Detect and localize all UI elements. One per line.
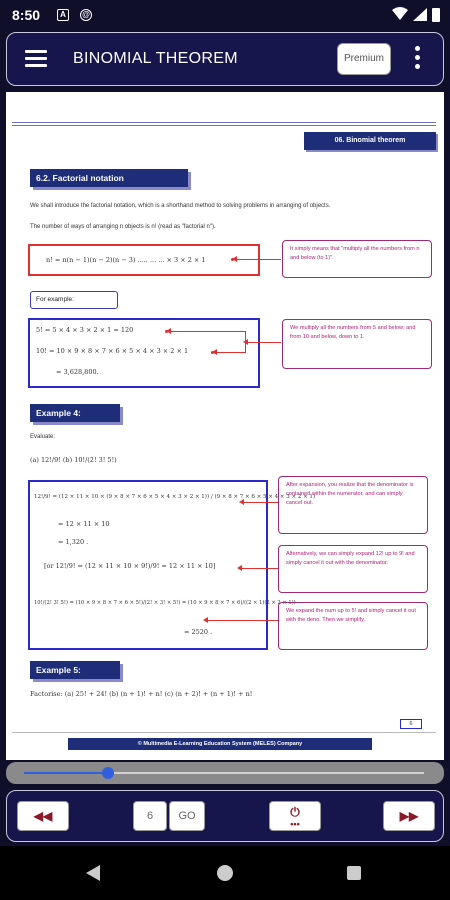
chapter-label: 06. Binomial theorem <box>304 132 436 150</box>
example-line-1: 5! = 5 × 4 × 3 × 2 × 1 = 120 <box>36 326 134 334</box>
arranging-text: The number of ways of arranging n objects is n! (read as "factorial n"). <box>30 224 216 230</box>
more-options-icon[interactable] <box>413 46 421 72</box>
power-button[interactable] <box>269 801 321 831</box>
page-number: 6 <box>400 719 422 729</box>
go-button[interactable]: GO <box>169 801 205 831</box>
page-number-input[interactable]: 6 <box>133 801 167 831</box>
intro-text: We shall introduce the factorial notation, which is a shorthand method to solving problems in arranging of objects. <box>30 203 331 209</box>
callout-arrow <box>206 620 278 621</box>
status-bar <box>0 0 450 30</box>
example4-heading: Example 4: <box>30 404 120 422</box>
factorise-line: Factorise: (a) 25! + 24! (b) (n + 1)! + n! (c) (n + 2)! + (n + 1)! + n! <box>30 690 253 698</box>
definition-formula: n! = n(n − 1)(n − 2)(n − 3) ..... ... ... × 3 × 2 × 1 <box>46 256 206 264</box>
note-alternative: Alternatively, we can simply expand 12! up to 9! and simply cancel it out with the denominator. <box>278 545 428 593</box>
solution-a-line3: = 1,320 . <box>58 538 89 546</box>
page-slider[interactable] <box>6 762 444 784</box>
callout-arrow <box>242 502 278 503</box>
example-line-2: 10! = 10 × 9 × 8 × 7 × 6 × 5 × 4 × 3 × 2 × 1 <box>36 347 189 355</box>
back-icon[interactable] <box>86 865 100 881</box>
notification-a-icon: A <box>57 9 69 21</box>
copyright-bar: © Multimedia E-Learning Education System (MELES) Company <box>68 738 372 750</box>
slider-thumb[interactable] <box>102 767 114 779</box>
next-page-button[interactable]: ▶▶ <box>383 801 435 831</box>
solution-b-line2: = 2520 . <box>184 628 213 636</box>
battery-icon <box>432 8 440 22</box>
signal-icon <box>411 6 427 22</box>
example4-parts: (a) 12!/9! (b) 10!/(2! 3! 5!) <box>30 456 117 464</box>
menu-icon[interactable] <box>25 50 47 68</box>
note-definition: It simply means that "multiply all the numbers from n and below (to 1)". <box>282 240 432 278</box>
previous-page-button[interactable]: ◀◀ <box>17 801 69 831</box>
recent-apps-icon[interactable] <box>347 866 361 880</box>
page-footer-divider <box>12 732 436 733</box>
page-top-divider <box>12 122 436 126</box>
slider-fill <box>24 772 108 774</box>
notification-at-icon: @ <box>80 9 92 21</box>
evaluate-label: Evaluate: <box>30 434 56 440</box>
example5-heading: Example 5: <box>30 661 120 679</box>
premium-button[interactable]: Premium <box>337 43 391 75</box>
home-icon[interactable] <box>217 865 233 881</box>
example-line-3: = 3,628,800. <box>56 368 99 376</box>
power-dots: ••• <box>290 819 300 829</box>
callout-line <box>215 352 246 353</box>
note-example: We multiply all the numbers from 5 and below; and from 10 and below, down to 1. <box>282 319 432 369</box>
note-cancel: We expand the num up to 5! and simply cancel it out with the deno. Then we simplify. <box>278 602 428 650</box>
system-nav-bar <box>0 846 450 900</box>
solution-a-line4: [or 12!/9! = (12 × 11 × 10 × 9!)/9! = 12 × 11 × 10] <box>44 562 216 570</box>
solution-b-line1: 10!/(2! 3! 5!) = (10 × 9 × 8 × 7 × 6 × 5!)/(2! × 3! × 5!) = (10 × 9 × 8 × 7 × 6)/((2 × 1)(3 × 2 × 1)) <box>34 600 296 606</box>
slider-track[interactable] <box>24 772 424 774</box>
callout-arrow <box>246 342 281 343</box>
solution-a-line2: = 12 × 11 × 10 <box>58 520 110 528</box>
for-example-label: For example: <box>30 291 118 309</box>
callout-line <box>169 331 246 332</box>
page-controls <box>6 790 444 842</box>
book-page[interactable] <box>6 92 444 760</box>
solution-a-line1: 12!/9! = (12 × 11 × 10 × (9 × 8 × 7 × 6 × 5 × 4 × 3 × 2 × 1)) / (9 × 8 × 7 × 6 × 5 × 4 × 3 × 2 × 1) <box>34 494 316 500</box>
app-header <box>6 32 444 86</box>
callout-arrow <box>240 568 278 569</box>
status-time: 8:50 <box>12 7 41 23</box>
power-icon: ⏻ <box>290 805 300 819</box>
wifi-icon <box>392 6 408 22</box>
note-expansion: After expansion, you realize that the denominator is contained within the numerator, and can simply cancel out. <box>278 476 428 534</box>
section-heading: 6.2. Factorial notation <box>30 169 188 187</box>
callout-arrow <box>235 259 281 260</box>
page-title: BINOMIAL THEOREM <box>73 50 238 67</box>
